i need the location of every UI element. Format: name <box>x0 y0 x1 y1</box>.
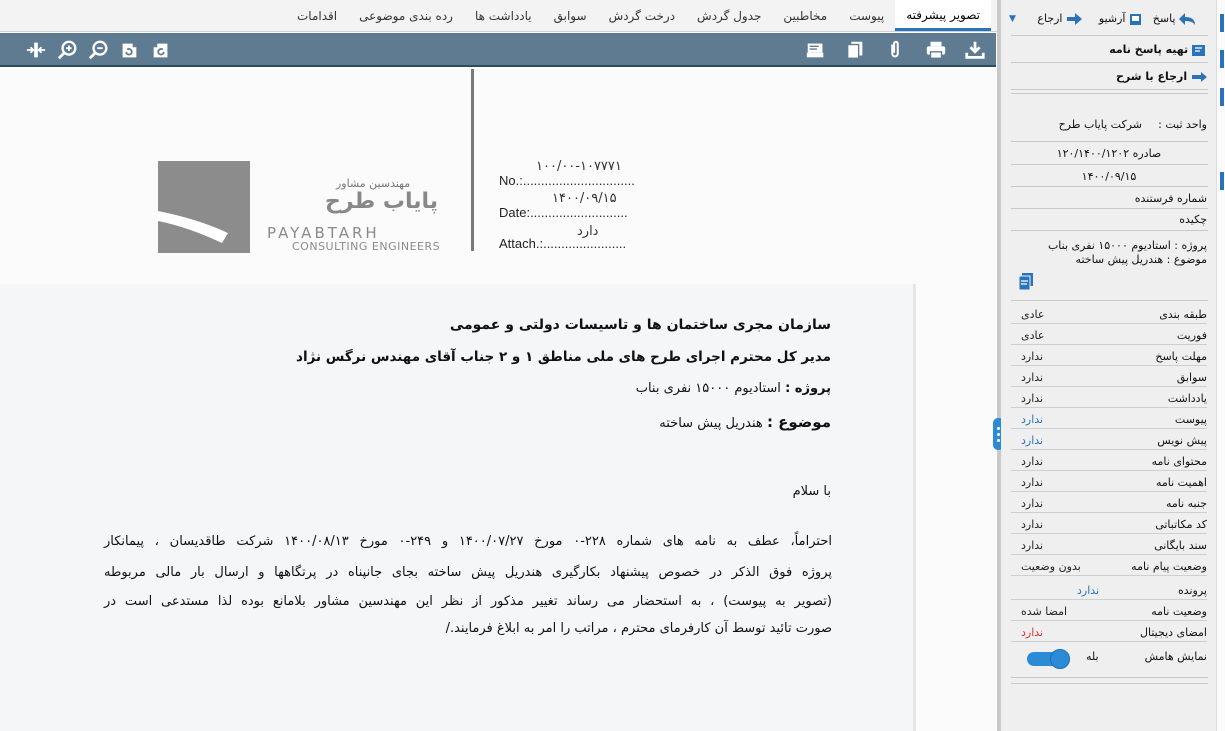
divider <box>1011 62 1208 63</box>
paperclip-icon[interactable] <box>883 38 907 62</box>
field-value: ندارد <box>1021 539 1044 552</box>
tab-bar <box>0 0 997 32</box>
edge-marker <box>1220 172 1224 190</box>
greeting: با سلام <box>792 484 831 499</box>
margin-row <box>1011 649 1207 673</box>
letter-status-value: امضا شده <box>1021 605 1068 618</box>
field-value: بدون وضعیت <box>1021 560 1081 573</box>
reply-action[interactable] <box>1153 12 1195 26</box>
letter-number: ۱۰۰/۰۰-۱۰۷۷۷۱ <box>536 159 622 174</box>
field-label: محتوای نامه <box>1151 455 1207 468</box>
compose-icon <box>1192 44 1207 57</box>
field-value: ندارد <box>1021 455 1044 468</box>
field-row <box>1011 556 1207 576</box>
tab-notes[interactable]: یادداشت ها <box>474 9 532 23</box>
field-value: ندارد <box>1021 497 1044 510</box>
file-value[interactable]: ندارد <box>1077 584 1100 597</box>
file-row <box>1011 580 1207 600</box>
subject-text: هندریل پیش ساخته <box>659 416 763 431</box>
tab-actions[interactable]: اقدامات <box>296 9 338 23</box>
refer-with-note-action[interactable] <box>1011 70 1207 83</box>
document-icon[interactable] <box>1019 273 1033 294</box>
field-row <box>1011 472 1207 492</box>
refer-action[interactable] <box>1037 12 1082 26</box>
body-line-1: احتراماً، عطف به نامه های شماره ۲۲۸-۰ مورخ ۱۴۰۰/۰۷/۲۷ و ۲۴۹-۰ مورخ ۱۴۰۰/۰۸/۱۳ شرکت طاقدیسان ، پیمانکار <box>104 534 832 549</box>
prepare-reply-label: تهیه پاسخ نامه <box>1109 43 1189 56</box>
tab-flow-tree[interactable]: درخت گردش <box>608 9 676 23</box>
fit-width-icon[interactable] <box>24 38 48 62</box>
date-label: Date:........................... <box>499 205 628 220</box>
tab-history[interactable]: سوابق <box>553 9 587 23</box>
header-divider <box>471 69 474 251</box>
field-row <box>1011 451 1207 471</box>
tab-flow-table[interactable]: جدول گردش <box>697 9 762 23</box>
addressee-org: سازمان مجری ساختمان ها و تاسیسات دولتی و عمومی <box>449 317 831 333</box>
field-row <box>1011 535 1207 555</box>
body-line-2: پروژه فوق الذکر در خصوص پیشنهاد بکارگیری هندریل پیش ساخته بجای جانپناه در پرتگاهها و ارسال بار مالی مربوطه <box>104 565 832 580</box>
refer-label: ارجاع <box>1037 12 1063 25</box>
margin-value: بله <box>1086 650 1099 663</box>
field-row <box>1011 409 1207 429</box>
divider <box>1011 683 1208 684</box>
edge-marker <box>1220 14 1224 32</box>
edge-marker <box>1220 50 1224 68</box>
reply-label: پاسخ <box>1152 12 1176 25</box>
digital-sign-value: ندارد <box>1021 626 1044 639</box>
toggle-knob <box>1050 649 1070 669</box>
divider <box>1011 164 1208 165</box>
project-text: استادیوم ۱۵۰۰۰ نفری بناب <box>635 381 781 396</box>
divider <box>1011 93 1208 94</box>
project-line <box>636 381 831 396</box>
logo-en-caption: CONSULTING ENGINEERS <box>292 240 441 253</box>
print-icon[interactable] <box>924 38 948 62</box>
body-line-4: صورت تائید توسط آن کارفرمای محترم ، مراتب را امر به ابلاغ فرمایند./ <box>445 621 832 636</box>
issued-number: صادره ۱۲۰/۱۴۰۰/۱۲۰۲ <box>1056 147 1162 160</box>
field-label: جنبه نامه <box>1165 497 1207 510</box>
logo-fa-name: پایاب طرح <box>325 189 439 214</box>
prepare-reply-action[interactable] <box>1011 43 1207 57</box>
sender-number-label: شماره فرستنده <box>1134 192 1207 205</box>
field-row <box>1011 514 1207 534</box>
field-value: ندارد <box>1021 518 1044 531</box>
field-label: پیوست <box>1174 413 1207 426</box>
digital-sign-row <box>1011 622 1207 642</box>
divider <box>1011 141 1208 142</box>
archive-icon <box>1129 13 1142 26</box>
archive-label: آرشیو <box>1098 12 1126 25</box>
zoom-out-icon[interactable] <box>87 38 111 62</box>
field-row <box>1011 388 1207 408</box>
edge-marker <box>1220 88 1224 106</box>
scan-icon[interactable] <box>804 38 828 62</box>
field-value[interactable]: ندارد <box>1021 434 1044 447</box>
chevron-down-icon[interactable]: ▼ <box>1009 14 1016 24</box>
reply-arrow-icon <box>1179 12 1195 26</box>
tab-recipients[interactable]: مخاطبین <box>783 9 828 23</box>
refer-note-icon <box>1191 71 1207 83</box>
letter-details-panel <box>1001 0 1216 731</box>
document-viewer <box>0 69 997 731</box>
rotate-left-icon[interactable] <box>117 38 141 62</box>
field-label: کد مکاتباتی <box>1155 518 1207 531</box>
rotate-right-icon[interactable] <box>149 38 173 62</box>
divider <box>1011 186 1208 187</box>
field-label: اهمیت نامه <box>1155 476 1207 489</box>
unit-label: واحد ثبت : <box>1158 118 1207 131</box>
divider <box>1011 208 1208 209</box>
download-icon[interactable] <box>963 38 987 62</box>
logo-fa-caption: مهندسین مشاور <box>336 177 411 190</box>
archive-action[interactable] <box>1099 12 1142 26</box>
addressee-person: مدیر کل محترم اجرای طرح های ملی مناطق ۱ و ۲ جناب آقای مهندس نرگس نژاد <box>296 349 831 365</box>
tab-classification[interactable]: رده بندی موضوعی <box>359 9 453 23</box>
refer-arrow-icon <box>1066 12 1082 26</box>
tab-advanced-image[interactable]: تصویر پیشرفته <box>895 0 991 31</box>
register-date: ۱۴۰۰/۰۹/۱۵ <box>1081 170 1137 183</box>
field-value: ندارد <box>1021 476 1044 489</box>
summary-label: چکیده <box>1179 213 1207 226</box>
field-row <box>1011 493 1207 513</box>
field-label: فوریت <box>1176 329 1207 342</box>
unit-value: شرکت پایاب طرح <box>1058 118 1142 131</box>
file-label: پرونده <box>1177 584 1207 597</box>
field-value: عادی <box>1021 308 1045 321</box>
copy-icon[interactable] <box>843 38 867 62</box>
field-label: وضعیت پیام نامه <box>1131 560 1207 573</box>
subject-label: موضوع : <box>766 413 831 431</box>
right-edge-strip <box>1216 0 1225 731</box>
divider <box>1011 89 1208 90</box>
logo-en-name: PAYABTARH <box>267 224 380 242</box>
field-label: یادداشت <box>1167 392 1207 405</box>
letter-status-label: وضعیت نامه <box>1151 605 1207 618</box>
field-row <box>1011 304 1207 324</box>
field-value: ندارد <box>1021 350 1044 363</box>
field-value: ندارد <box>1021 371 1044 384</box>
attach-label: Attach.:....................... <box>499 236 627 251</box>
margin-toggle[interactable] <box>1027 652 1067 666</box>
summary-line-1: پروژه : استادیوم ۱۵۰۰۰ نفری بناب <box>1047 239 1207 252</box>
divider <box>1011 300 1208 301</box>
digital-sign-label: امضای دیجیتال <box>1140 626 1207 639</box>
field-label: سوابق <box>1176 371 1207 384</box>
field-row <box>1011 325 1207 345</box>
field-label: پیش نویس <box>1157 434 1207 447</box>
unit-row <box>1011 118 1207 134</box>
image-toolbar <box>0 33 996 67</box>
refer-with-note-label: ارجاع با شرح <box>1115 70 1188 83</box>
no-label: No.:............................... <box>499 173 635 188</box>
margin-label: نمایش هامش <box>1144 650 1207 663</box>
letter-status-row <box>1011 601 1207 621</box>
summary-line-2: موضوع : هندریل پیش ساخته <box>1075 253 1207 266</box>
attach-value: دارد <box>577 224 599 239</box>
subject-line <box>659 413 831 431</box>
field-row <box>1011 430 1207 450</box>
company-logo <box>158 161 250 253</box>
field-row <box>1011 367 1207 387</box>
field-label: طبقه بندی <box>1159 308 1207 321</box>
field-label: سند بایگانی <box>1154 539 1207 552</box>
project-label: پروژه : <box>785 381 831 396</box>
letter-date: ۱۴۰۰/۰۹/۱۵ <box>552 191 617 206</box>
field-value: عادی <box>1021 329 1045 342</box>
field-row <box>1011 346 1207 366</box>
body-line-3: (تصویر به پیوست) ، به استحضار می رساند تغییر مذکور از نظر این مهندسین مشاور بلامانع بوده لذا مستدعی است در <box>104 594 832 609</box>
zoom-in-icon[interactable] <box>56 38 80 62</box>
field-label: مهلت پاسخ <box>1155 350 1207 363</box>
field-value: ندارد <box>1021 392 1044 405</box>
divider <box>1011 35 1208 36</box>
tab-attachment[interactable]: پیوست <box>849 9 885 23</box>
top-actions <box>1011 12 1207 30</box>
divider <box>1011 230 1208 231</box>
divider <box>1011 677 1208 678</box>
field-value[interactable]: ندارد <box>1021 413 1044 426</box>
page-edge <box>913 284 916 731</box>
